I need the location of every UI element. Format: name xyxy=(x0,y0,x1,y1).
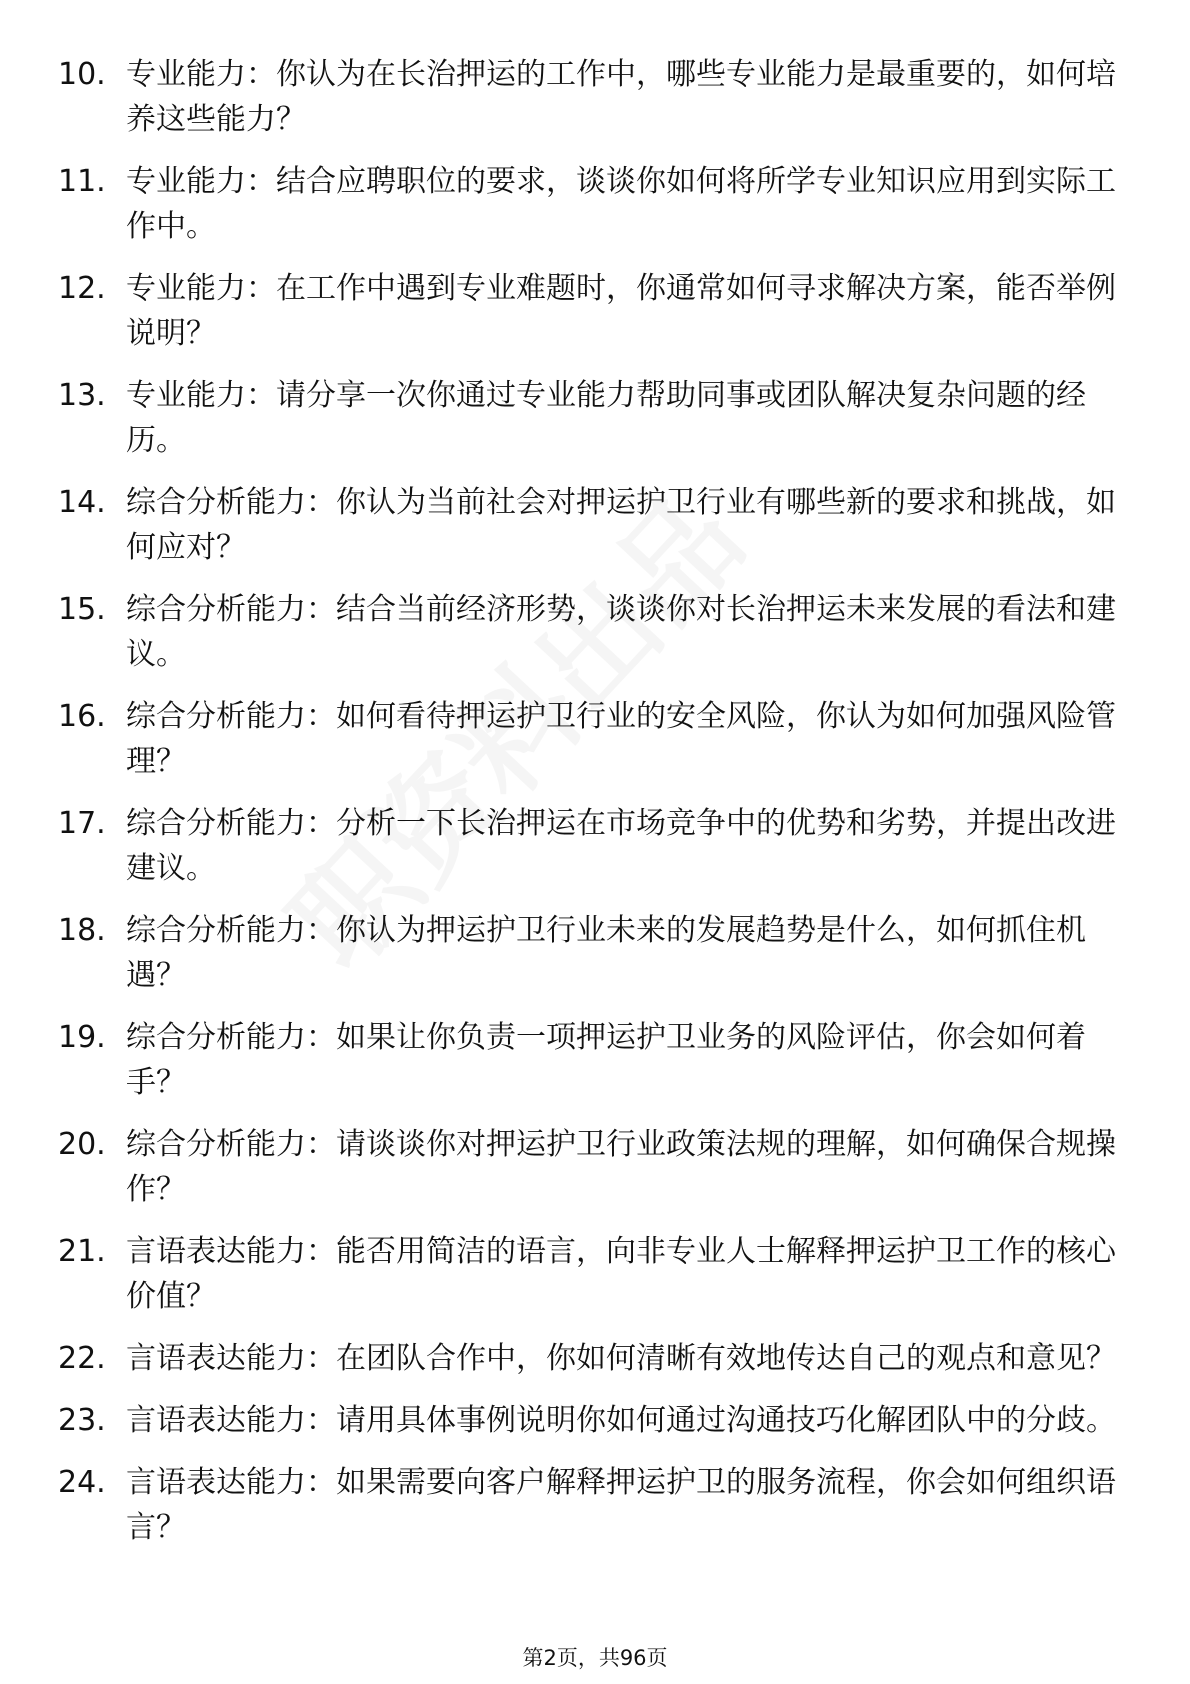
question-number: 11. xyxy=(58,164,106,199)
question-text: 专业能力：结合应聘职位的要求，谈谈你如何将所学专业知识应用到实际工作中。 xyxy=(126,164,1116,244)
question-text: 言语表达能力：在团队合作中，你如何清晰有效地传达自己的观点和意见？ xyxy=(126,1341,1116,1376)
question-item xyxy=(58,1015,1118,1105)
question-text: 专业能力：在工作中遇到专业难题时，你通常如何寻求解决方案，能否举例说明？ xyxy=(126,271,1116,351)
page-footer: 第2页，共96页 xyxy=(522,1646,668,1670)
question-item xyxy=(58,1398,1118,1443)
question-item xyxy=(58,1229,1118,1319)
question-item xyxy=(58,908,1118,998)
question-text: 综合分析能力：请谈谈你对押运护卫行业政策法规的理解，如何确保合规操作？ xyxy=(126,1127,1116,1207)
question-text: 综合分析能力：你认为押运护卫行业未来的发展趋势是什么，如何抓住机遇？ xyxy=(126,913,1086,993)
question-item xyxy=(58,1336,1118,1381)
question-number: 14. xyxy=(58,485,106,520)
question-text: 综合分析能力：如果让你负责一项押运护卫业务的风险评估，你会如何着手？ xyxy=(126,1020,1086,1100)
question-number: 10. xyxy=(58,57,106,92)
question-number: 21. xyxy=(58,1234,106,1269)
question-item xyxy=(58,159,1118,249)
question-item xyxy=(58,587,1118,677)
question-item xyxy=(58,1460,1118,1550)
question-text: 综合分析能力：你认为当前社会对押运护卫行业有哪些新的要求和挑战，如何应对？ xyxy=(126,485,1116,565)
question-number: 20. xyxy=(58,1127,106,1162)
question-item xyxy=(58,694,1118,784)
question-number: 17. xyxy=(58,806,106,841)
question-text: 专业能力：你认为在长治押运的工作中，哪些专业能力是最重要的，如何培养这些能力？ xyxy=(126,57,1116,137)
question-item xyxy=(58,1122,1118,1212)
question-number: 24. xyxy=(58,1465,106,1500)
question-text: 言语表达能力：请用具体事例说明你如何通过沟通技巧化解团队中的分歧。 xyxy=(126,1403,1116,1438)
question-number: 13. xyxy=(58,378,106,413)
question-item xyxy=(58,266,1118,356)
question-number: 16. xyxy=(58,699,106,734)
question-text: 综合分析能力：如何看待押运护卫行业的安全风险，你认为如何加强风险管理？ xyxy=(126,699,1116,779)
question-text: 专业能力：请分享一次你通过专业能力帮助同事或团队解决复杂问题的经历。 xyxy=(126,378,1086,458)
question-list xyxy=(58,52,1118,1567)
question-number: 12. xyxy=(58,271,106,306)
question-text: 言语表达能力：如果需要向客户解释押运护卫的服务流程，你会如何组织语言？ xyxy=(126,1465,1116,1545)
question-number: 23. xyxy=(58,1403,106,1438)
question-text: 综合分析能力：分析一下长治押运在市场竞争中的优势和劣势，并提出改进建议。 xyxy=(126,806,1116,886)
question-item xyxy=(58,52,1118,142)
question-item xyxy=(58,801,1118,891)
question-text: 综合分析能力：结合当前经济形势，谈谈你对长治押运未来发展的看法和建议。 xyxy=(126,592,1116,672)
question-number: 15. xyxy=(58,592,106,627)
question-item xyxy=(58,373,1118,463)
question-text: 言语表达能力：能否用简洁的语言，向非专业人士解释押运护卫工作的核心价值？ xyxy=(126,1234,1116,1314)
question-number: 18. xyxy=(58,913,106,948)
question-number: 19. xyxy=(58,1020,106,1055)
question-number: 22. xyxy=(58,1341,106,1376)
question-item xyxy=(58,480,1118,570)
